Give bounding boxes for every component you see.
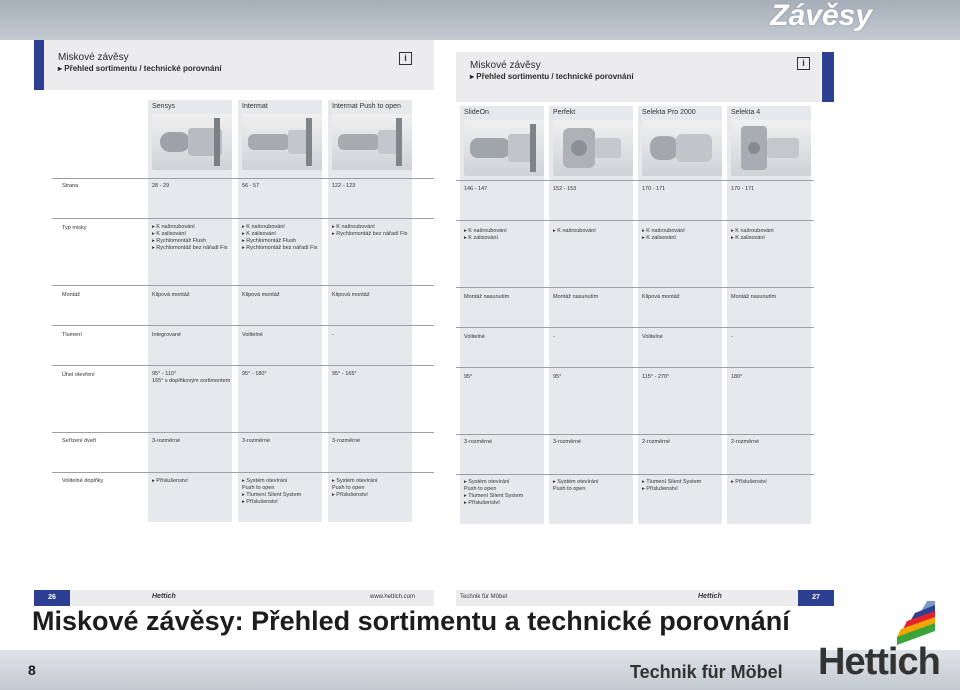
hinge-image [553, 120, 633, 176]
slide-title: Závěsy [770, 0, 872, 32]
table-cell: Klipová montáž [332, 292, 370, 298]
page-header-subtitle: ▸ Přehled sortimentu / technické porovnání [58, 64, 222, 73]
page-header [34, 40, 434, 90]
table-cell: 56 - 57 [242, 183, 260, 189]
row-divider [52, 178, 434, 179]
product-name: Selekta Pro 2000 [642, 109, 696, 116]
table-cell: Volitelné [464, 334, 485, 340]
hinge-image [152, 114, 232, 170]
table-cell: ▸ Systém otevírání Push to open ▸ Příslušenství [332, 478, 378, 498]
table-cell: 95° [553, 374, 562, 380]
table-cell: 3-rozměrné [553, 439, 582, 445]
product-name: Intermat Push to open [332, 103, 401, 110]
product-name: Intermat [242, 103, 268, 110]
bottom-bar [0, 650, 960, 690]
catalog-page-number: 27 [798, 590, 834, 606]
product-column [727, 106, 811, 524]
table-cell: 2-rozměrné [642, 439, 671, 445]
table-cell: ▸ K našroubování [553, 228, 596, 234]
table-cell: 95° [464, 374, 473, 380]
catalog-page-number: 26 [34, 590, 70, 606]
table-cell: ▸ K našroubování ▸ K zalisování [731, 228, 774, 241]
table-cell: ▸ Tlumení Silent System ▸ Příslušenství [642, 479, 702, 492]
table-cell: ▸ Příslušenství [152, 478, 188, 484]
row-divider [456, 474, 814, 475]
hinge-image [464, 120, 544, 176]
row-label: Tlumení [62, 332, 82, 338]
table-cell: Klipová montáž [242, 292, 280, 298]
header-accent [822, 52, 834, 102]
table-cell: 95° - 180° [242, 371, 267, 377]
slide-page-number: 8 [28, 662, 36, 678]
row-label: Typ misky [62, 225, 87, 231]
product-column [460, 106, 544, 524]
row-label: Volitelné doplňky [62, 478, 104, 484]
catalog-footer-left [34, 590, 434, 606]
hinge-image [731, 120, 811, 176]
catalog-page-left [34, 40, 434, 608]
row-label: Seřízení dveří [62, 438, 97, 444]
row-label: Strana [62, 183, 79, 189]
hettich-stripes-icon [897, 601, 937, 645]
table-cell: 122 - 123 [332, 183, 356, 189]
page-header-subtitle: ▸ Přehled sortimentu / technické porovnání [470, 72, 634, 81]
footer-logo: Hettich [698, 593, 722, 600]
catalog-footer-right [456, 590, 834, 606]
table-cell: - [731, 334, 733, 340]
table-cell: 3-rozměrné [332, 438, 361, 444]
table-cell: ▸ Systém otevírání Push to open ▸ Tlumení Silent System ▸ Příslušenství [242, 478, 302, 505]
row-divider [52, 218, 434, 219]
tagline: Technik für Möbel [630, 662, 783, 682]
row-label: Montáž [62, 292, 81, 298]
table-cell: Integrované [152, 332, 182, 338]
table-cell: - [332, 332, 334, 338]
product-column [328, 100, 412, 522]
row-divider [52, 365, 434, 366]
table-cell: 3-rozměrné [152, 438, 181, 444]
row-divider [456, 367, 814, 368]
table-cell: - [553, 334, 555, 340]
slide-caption: Miskové závěsy: Přehled sortimentu a technické porovnání [32, 606, 790, 636]
table-cell: Klipová montáž [152, 292, 190, 298]
table-cell: Montáž nasunutím [553, 294, 599, 300]
row-divider [456, 327, 814, 328]
table-cell: 95° - 110° 165° s doplňkovým sortimentem [152, 371, 231, 384]
hinge-image [242, 114, 322, 170]
table-cell: 28 - 29 [152, 183, 170, 189]
table-cell: 95° - 165° [332, 371, 357, 377]
page-header [456, 52, 821, 102]
page-header-title: Miskové závěsy [58, 52, 129, 63]
row-divider [52, 285, 434, 286]
table-cell: 152 - 153 [553, 186, 577, 192]
table-cell: 170 - 171 [642, 186, 666, 192]
table-cell: 3-rozměrné [242, 438, 271, 444]
row-divider [456, 220, 814, 221]
table-cell: ▸ Příslušenství [731, 479, 767, 485]
row-label: Úhel otevření [62, 372, 95, 378]
page-header-title: Miskové závěsy [470, 60, 541, 71]
footer-url: www.hettich.com [370, 594, 416, 600]
hinge-image [642, 120, 722, 176]
product-name: Sensys [152, 103, 175, 110]
table-cell: Volitelné [642, 334, 663, 340]
table-cell: 146 - 147 [464, 186, 488, 192]
product-name: Selekta 4 [731, 109, 761, 116]
hinge-image [332, 114, 412, 170]
table-cell: ▸ K našroubování ▸ K zalisování ▸ Rychlomontáž Flush ▸ Rychlomontáž bez nářadí Fix [152, 224, 228, 251]
table-cell: ▸ Systém otevírání Push to open ▸ Tlumení Silent System ▸ Příslušenství [464, 479, 524, 506]
table-cell: Montáž nasunutím [464, 294, 510, 300]
info-icon: i [399, 52, 412, 65]
row-divider [52, 472, 434, 473]
row-divider [52, 325, 434, 326]
row-divider [456, 434, 814, 435]
table-cell: ▸ K našroubování ▸ Rychlomontáž bez nářadí Fix [332, 224, 408, 237]
hettich-logo: Hettich [818, 641, 940, 683]
table-cell: ▸ K našroubování ▸ K zalisování [642, 228, 685, 241]
info-icon: i [797, 57, 810, 70]
table-cell: Volitelné [242, 332, 263, 338]
table-cell: 170 - 171 [731, 186, 755, 192]
footer-text: Technik für Möbel [460, 594, 508, 600]
row-divider [456, 180, 814, 181]
row-divider [456, 287, 814, 288]
table-cell: ▸ K našroubování ▸ K zalisování [464, 228, 507, 241]
table-cell: 180° [731, 374, 743, 380]
product-column [549, 106, 633, 524]
product-column [238, 100, 322, 522]
footer-logo: Hettich [152, 593, 176, 600]
table-cell: 115° - 270° [642, 374, 670, 380]
product-name: Perfekt [553, 109, 576, 116]
catalog-page-right [456, 40, 834, 608]
table-cell: 2-rozměrné [731, 439, 760, 445]
table-cell: ▸ Systém otevírání Push to open [553, 479, 599, 492]
table-cell: 3-rozměrné [464, 439, 493, 445]
table-cell: Klipová montáž [642, 294, 680, 300]
row-divider [52, 432, 434, 433]
product-name: SlideOn [464, 109, 489, 116]
table-cell: ▸ K našroubování ▸ K zalisování ▸ Rychlomontáž Flush ▸ Rychlomontáž bez nářadí Fix [242, 224, 318, 251]
table-cell: Montáž nasunutím [731, 294, 777, 300]
product-column [148, 100, 232, 522]
product-column [638, 106, 722, 524]
